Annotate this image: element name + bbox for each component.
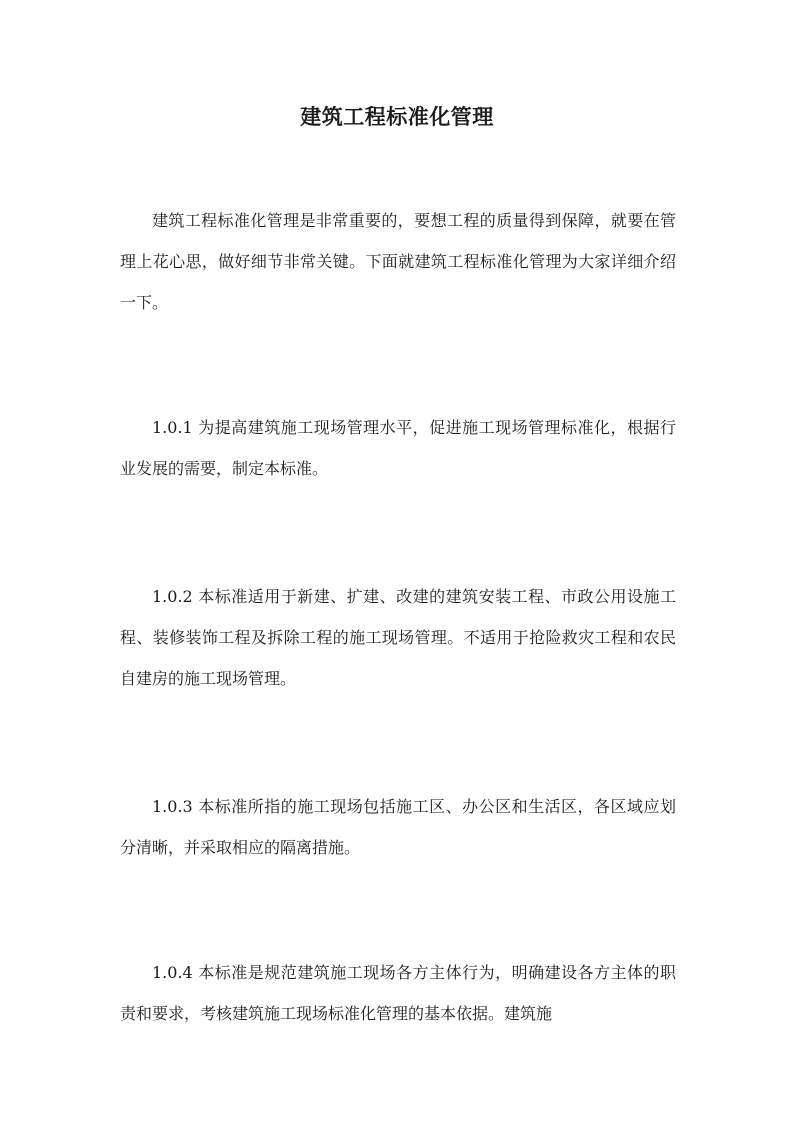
clause-1-0-4: 1.0.4 本标准是规范建筑施工现场各方主体行为，明确建设各方主体的职责和要求，考核建筑施工现场标准化管理的基本依据。建筑施 xyxy=(120,963,676,1023)
clause-1-0-3: 1.0.3 本标准所指的施工现场包括施工区、办公区和生活区，各区域应划分清晰，并采取相应的隔离措施。 xyxy=(120,797,676,857)
clause-1-0-1: 1.0.1 为提高建筑施工现场管理水平，促进施工现场管理标准化，根据行业发展的需要，制定本标准。 xyxy=(120,418,676,478)
intro-paragraph: 建筑工程标准化管理是非常重要的，要想工程的质量得到保障，就要在管理上花心思，做好细节非常关键。下面就建筑工程标准化管理为大家详细介绍一下。 xyxy=(120,211,676,312)
document-title: 建筑工程标准化管理 xyxy=(300,104,494,129)
clause-1-0-2: 1.0.2 本标准适用于新建、扩建、改建的建筑安装工程、市政公用设施工程、装修装饰工程及拆除工程的施工现场管理。不适用于抢险救灾工程和农民自建房的施工现场管理。 xyxy=(120,587,676,688)
